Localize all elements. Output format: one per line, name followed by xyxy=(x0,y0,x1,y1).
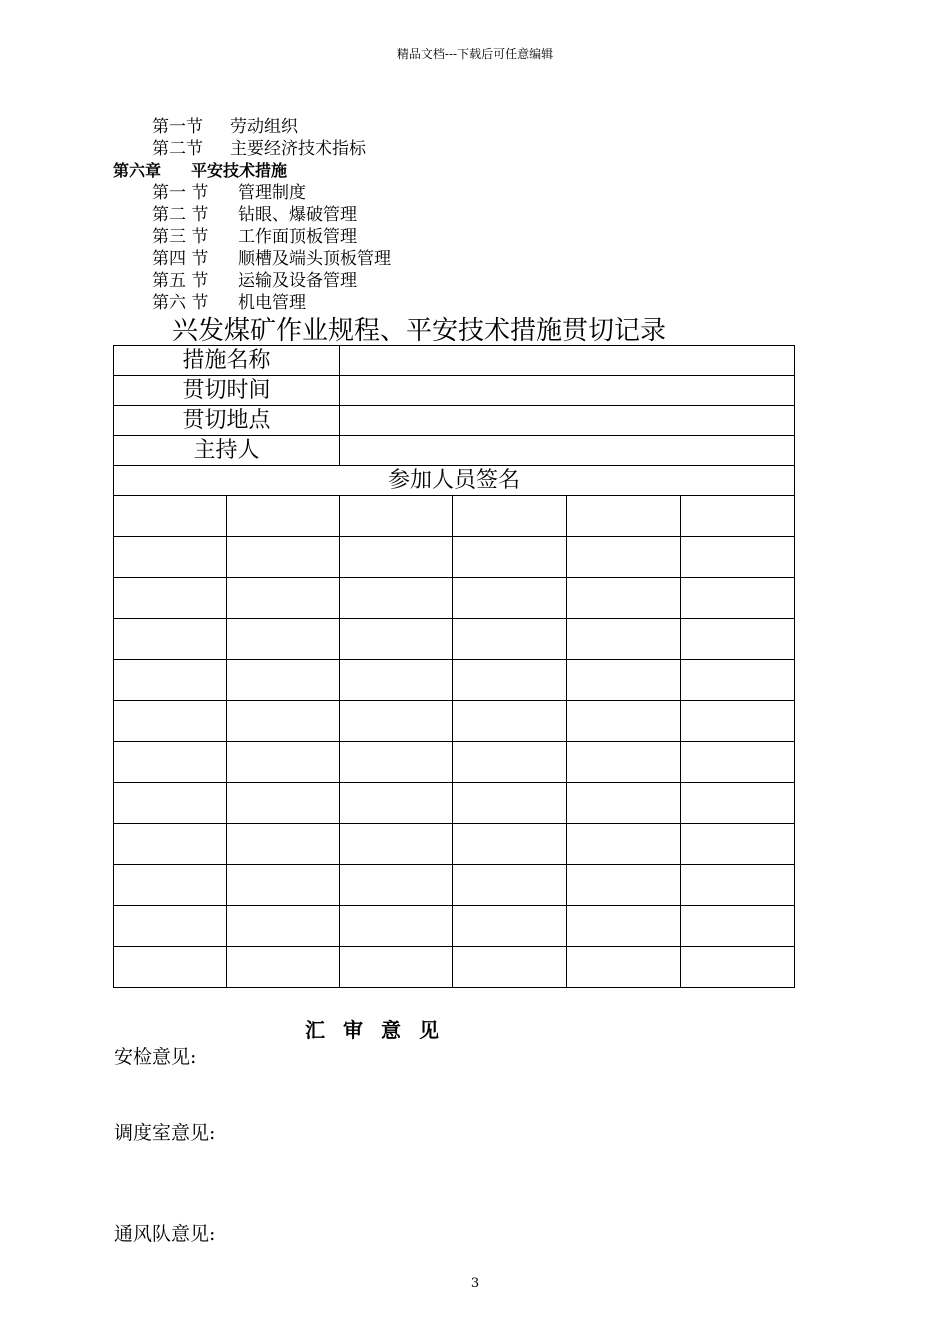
signature-cell[interactable] xyxy=(340,906,453,947)
signature-cell[interactable] xyxy=(340,660,453,701)
signature-cell[interactable] xyxy=(453,701,567,742)
signature-row xyxy=(114,578,795,619)
signature-row xyxy=(114,947,795,988)
info-row xyxy=(114,346,795,376)
page-number: 3 xyxy=(470,1276,480,1291)
opinion-label-ventilation: 通风队意见: xyxy=(114,1223,216,1245)
signature-cell[interactable] xyxy=(340,742,453,783)
toc-section-title: 管理制度 xyxy=(238,183,306,203)
signature-cell[interactable] xyxy=(681,619,795,660)
signature-cell[interactable] xyxy=(681,824,795,865)
signature-cell[interactable] xyxy=(227,619,340,660)
signature-row xyxy=(114,742,795,783)
signature-cell[interactable] xyxy=(681,742,795,783)
signature-cell[interactable] xyxy=(681,701,795,742)
signature-cell[interactable] xyxy=(681,578,795,619)
toc-section-number: 第三 节 xyxy=(152,227,209,247)
signature-cell[interactable] xyxy=(114,537,227,578)
signature-cell[interactable] xyxy=(567,824,681,865)
signature-cell[interactable] xyxy=(114,824,227,865)
signature-cell[interactable] xyxy=(114,865,227,906)
signature-cell[interactable] xyxy=(681,947,795,988)
signature-cell[interactable] xyxy=(114,742,227,783)
info-label: 贯切地点 xyxy=(114,406,340,436)
info-label: 措施名称 xyxy=(114,346,340,376)
toc-section-line xyxy=(152,138,366,160)
signature-cell[interactable] xyxy=(567,537,681,578)
signature-header: 参加人员签名 xyxy=(114,466,795,496)
info-row xyxy=(114,406,795,436)
toc-section-title: 顺槽及端头顶板管理 xyxy=(238,249,391,269)
signature-cell[interactable] xyxy=(340,783,453,824)
signature-row xyxy=(114,496,795,537)
signature-cell[interactable] xyxy=(340,578,453,619)
info-row xyxy=(114,376,795,406)
toc-section-line xyxy=(152,292,306,314)
record-title: 兴发煤矿作业规程、平安技术措施贯切记录 xyxy=(172,316,667,346)
toc-section-title: 钻眼、爆破管理 xyxy=(238,205,357,225)
info-row xyxy=(114,436,795,466)
signature-cell[interactable] xyxy=(681,865,795,906)
signature-cell[interactable] xyxy=(567,742,681,783)
signature-row xyxy=(114,537,795,578)
toc-chapter-number: 第六章 xyxy=(113,161,162,180)
signature-cell[interactable] xyxy=(453,783,567,824)
opinion-label-dispatch: 调度室意见: xyxy=(114,1122,216,1144)
info-label: 主持人 xyxy=(114,436,340,466)
toc-section-number: 第二节 xyxy=(152,139,203,159)
toc-section-title: 运输及设备管理 xyxy=(238,271,357,291)
signature-cell[interactable] xyxy=(681,783,795,824)
review-title: 汇审意见 xyxy=(305,1018,457,1042)
info-value-cell[interactable] xyxy=(340,436,795,466)
signature-cell[interactable] xyxy=(114,906,227,947)
toc-section-line xyxy=(152,116,298,138)
signature-cell[interactable] xyxy=(567,906,681,947)
signature-header-row xyxy=(114,466,795,496)
toc-section-number: 第一 节 xyxy=(152,183,209,203)
signature-cell[interactable] xyxy=(567,619,681,660)
signature-cell[interactable] xyxy=(453,619,567,660)
signature-cell[interactable] xyxy=(340,701,453,742)
signature-cell[interactable] xyxy=(114,578,227,619)
signature-cell[interactable] xyxy=(114,701,227,742)
signature-cell[interactable] xyxy=(227,537,340,578)
signature-cell[interactable] xyxy=(227,742,340,783)
signature-row xyxy=(114,701,795,742)
info-value-cell[interactable] xyxy=(340,376,795,406)
toc-section-title: 主要经济技术指标 xyxy=(230,139,366,159)
record-table xyxy=(113,345,795,988)
info-value-cell[interactable] xyxy=(340,346,795,376)
signature-cell[interactable] xyxy=(227,906,340,947)
signature-cell[interactable] xyxy=(340,947,453,988)
toc-section-title: 工作面顶板管理 xyxy=(238,227,357,247)
toc-section-number: 第四 节 xyxy=(152,249,209,269)
signature-cell[interactable] xyxy=(567,701,681,742)
toc-chapter-line xyxy=(113,160,287,182)
toc-section-number: 第五 节 xyxy=(152,271,209,291)
signature-cell[interactable] xyxy=(453,824,567,865)
toc-section-line xyxy=(152,226,357,248)
signature-cell[interactable] xyxy=(340,824,453,865)
signature-cell[interactable] xyxy=(340,865,453,906)
toc-section-number: 第二 节 xyxy=(152,205,209,225)
signature-cell[interactable] xyxy=(114,619,227,660)
signature-cell[interactable] xyxy=(681,537,795,578)
toc-section-line xyxy=(152,248,391,270)
toc-section-line xyxy=(152,270,357,292)
signature-cell[interactable] xyxy=(567,947,681,988)
signature-cell[interactable] xyxy=(227,496,340,537)
signature-cell[interactable] xyxy=(567,783,681,824)
signature-row xyxy=(114,660,795,701)
signature-cell[interactable] xyxy=(681,496,795,537)
signature-cell[interactable] xyxy=(453,578,567,619)
signature-cell[interactable] xyxy=(453,660,567,701)
signature-cell[interactable] xyxy=(453,496,567,537)
signature-cell[interactable] xyxy=(567,578,681,619)
signature-cell[interactable] xyxy=(227,578,340,619)
toc-chapter-title: 平安技术措施 xyxy=(191,161,288,180)
page-header: 精品文档---下载后可任意编辑 xyxy=(396,47,554,61)
signature-cell[interactable] xyxy=(681,660,795,701)
signature-cell[interactable] xyxy=(681,906,795,947)
signature-cell[interactable] xyxy=(340,619,453,660)
signature-row xyxy=(114,906,795,947)
signature-cell[interactable] xyxy=(340,537,453,578)
signature-cell[interactable] xyxy=(453,865,567,906)
signature-cell[interactable] xyxy=(114,496,227,537)
toc-section-title: 机电管理 xyxy=(238,293,306,313)
signature-cell[interactable] xyxy=(227,701,340,742)
signature-cell[interactable] xyxy=(114,660,227,701)
signature-cell[interactable] xyxy=(227,783,340,824)
signature-cell[interactable] xyxy=(567,865,681,906)
signature-cell[interactable] xyxy=(227,947,340,988)
signature-row xyxy=(114,783,795,824)
signature-row xyxy=(114,619,795,660)
toc-section-number: 第一节 xyxy=(152,117,203,137)
signature-cell[interactable] xyxy=(453,906,567,947)
signature-cell[interactable] xyxy=(453,947,567,988)
signature-cell[interactable] xyxy=(114,947,227,988)
signature-cell[interactable] xyxy=(227,660,340,701)
signature-cell[interactable] xyxy=(567,660,681,701)
toc-section-line xyxy=(152,182,306,204)
signature-cell[interactable] xyxy=(567,496,681,537)
signature-row xyxy=(114,865,795,906)
info-value-cell[interactable] xyxy=(340,406,795,436)
opinion-label-safety: 安检意见: xyxy=(114,1046,197,1068)
toc-section-title: 劳动组织 xyxy=(230,117,298,137)
signature-cell[interactable] xyxy=(453,537,567,578)
signature-cell[interactable] xyxy=(227,824,340,865)
info-label: 贯切时间 xyxy=(114,376,340,406)
signature-cell[interactable] xyxy=(340,496,453,537)
signature-cell[interactable] xyxy=(453,742,567,783)
toc-section-line xyxy=(152,204,357,226)
signature-row xyxy=(114,824,795,865)
signature-cell[interactable] xyxy=(227,865,340,906)
signature-cell[interactable] xyxy=(114,783,227,824)
toc-section-number: 第六 节 xyxy=(152,293,209,313)
signature-grid xyxy=(114,496,795,988)
